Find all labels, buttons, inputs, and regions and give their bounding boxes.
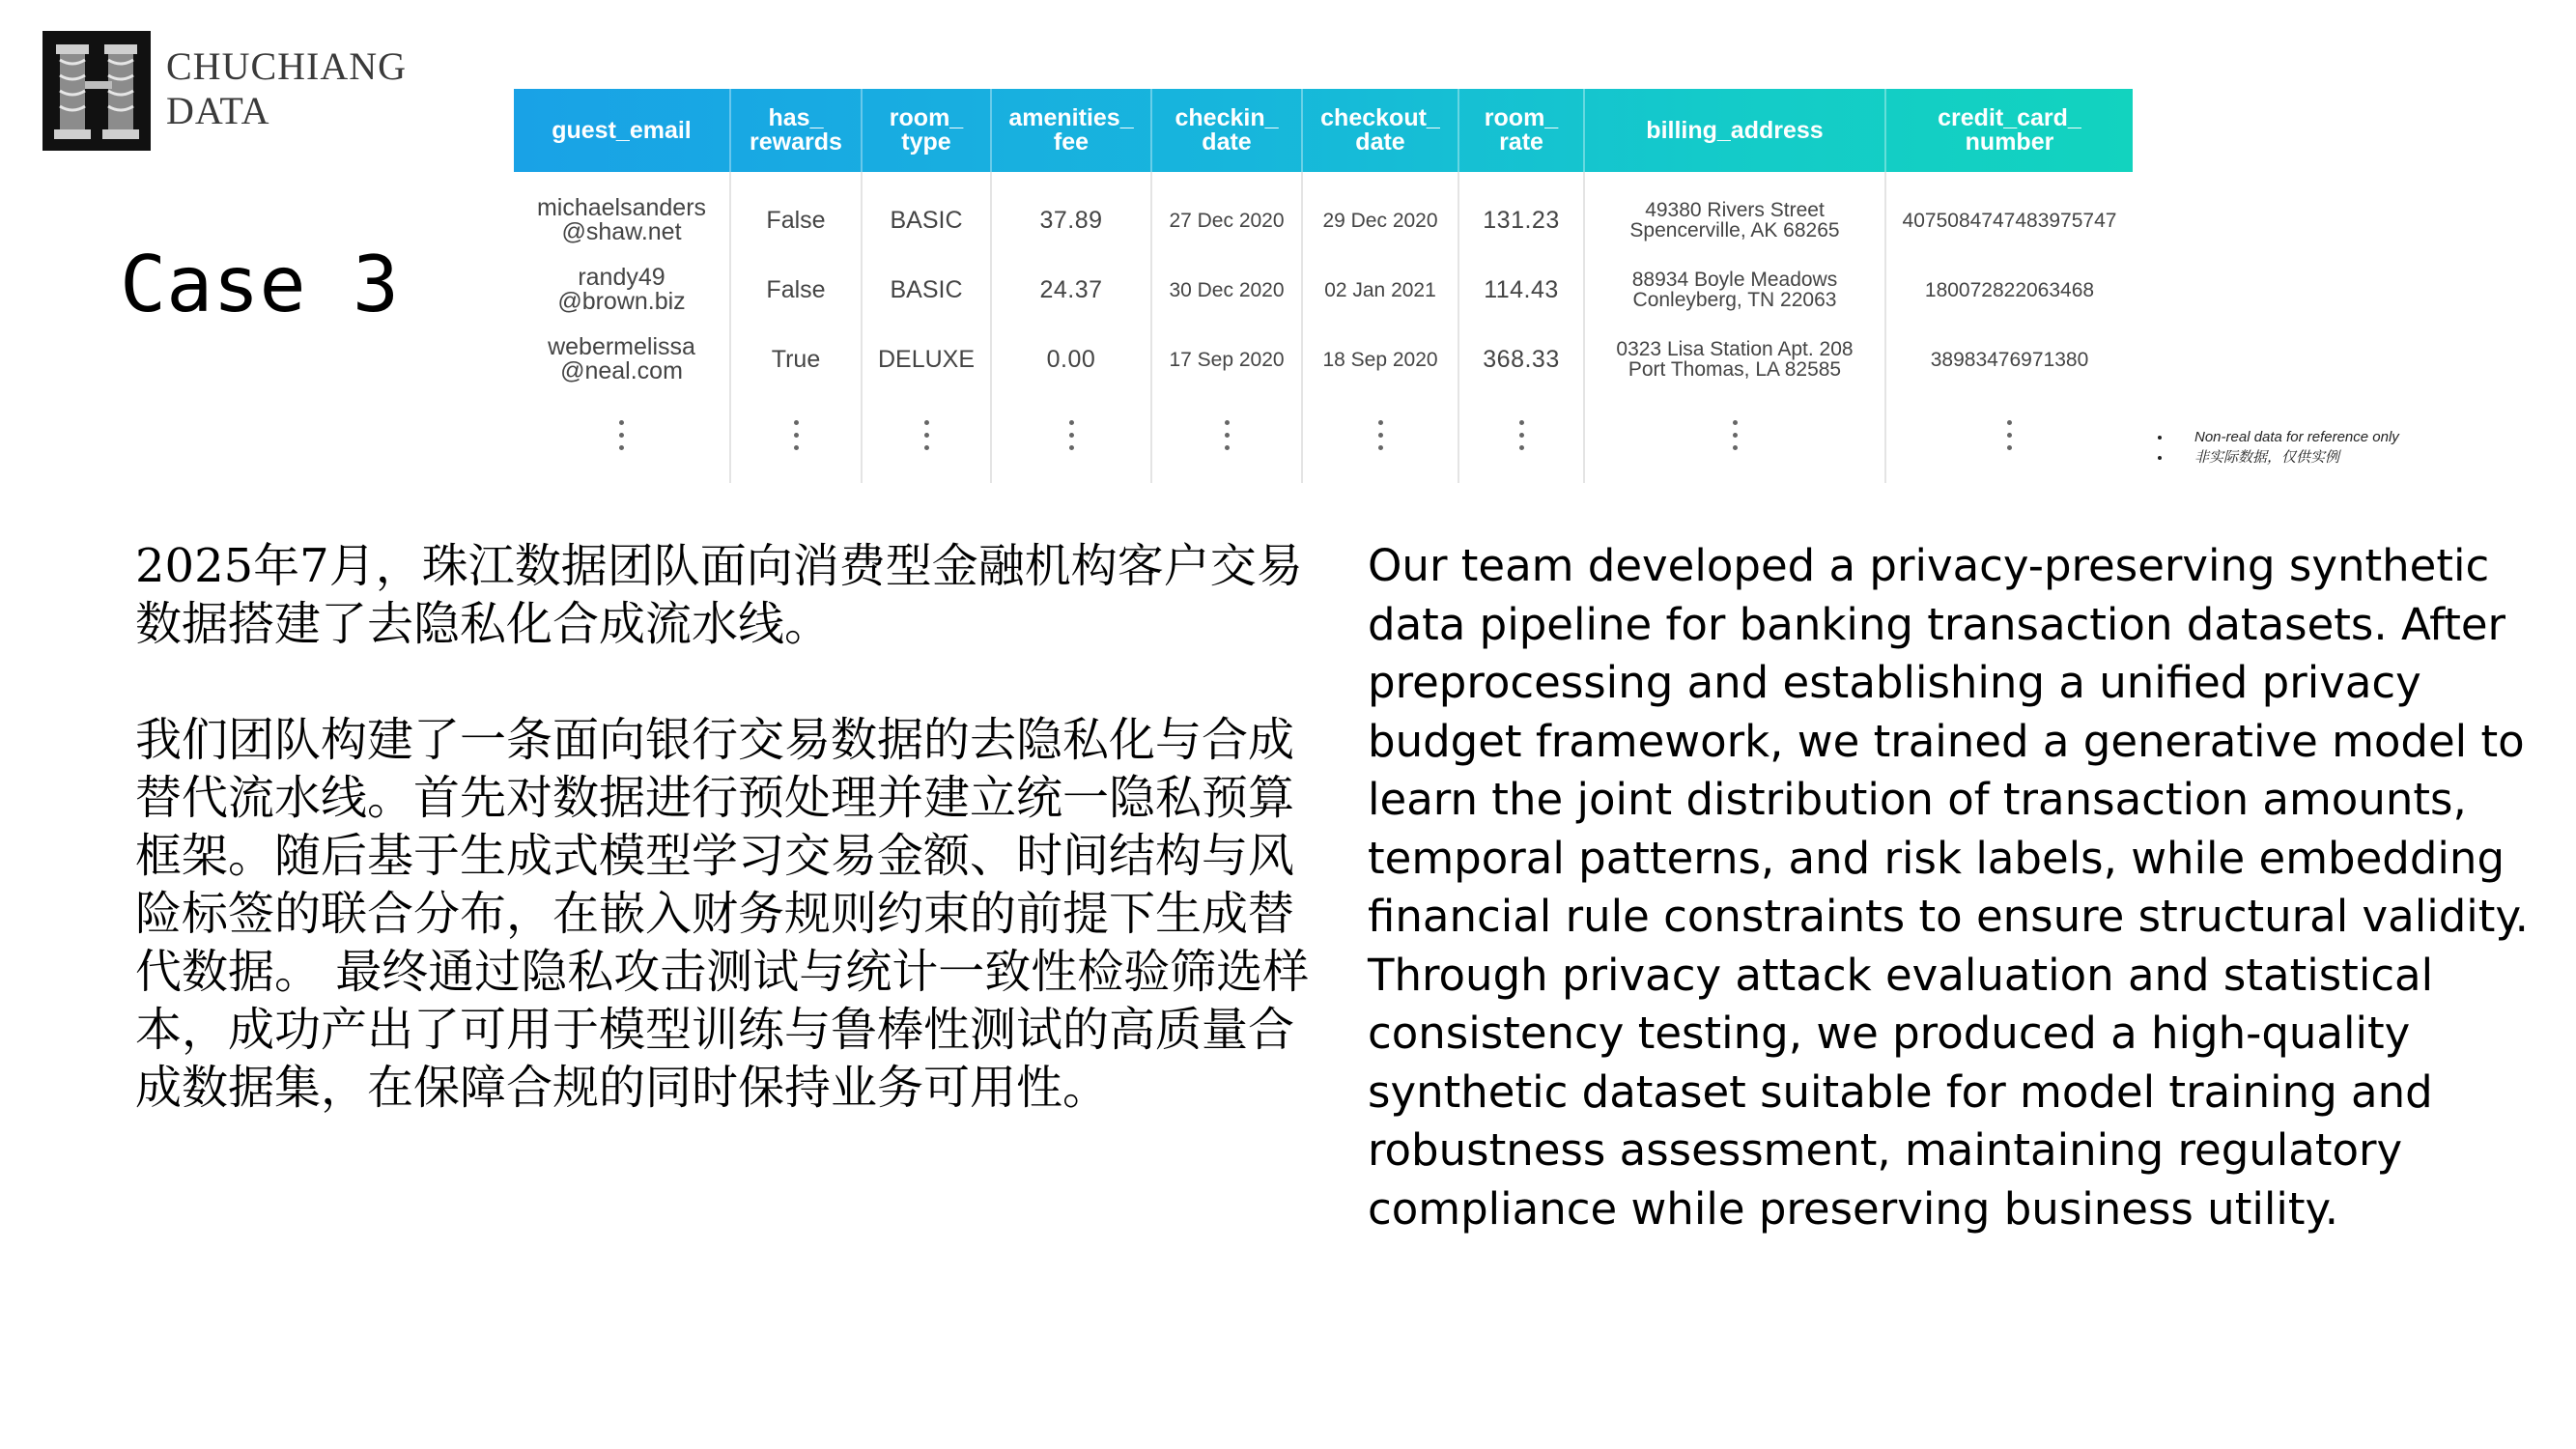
cell-room-type: BASIC [862, 255, 991, 325]
data-disclaimer-footnote [2156, 427, 2399, 468]
sample-data-table [514, 89, 2133, 471]
vertical-ellipsis-icon [514, 394, 730, 483]
table-row [514, 255, 2133, 325]
twin-columns-logo-icon [42, 31, 151, 151]
vertical-ellipsis-icon [1458, 394, 1584, 483]
brand-name [166, 44, 407, 133]
brand-line-1: CHUCHIANG [166, 44, 407, 88]
table-row [514, 325, 2133, 394]
cell-checkin-date: 17 Sep 2020 [1151, 325, 1302, 394]
table-header-row [514, 89, 2133, 172]
cell-checkin-date: 30 Dec 2020 [1151, 255, 1302, 325]
cell-amenities-fee: 24.37 [991, 255, 1151, 325]
vertical-ellipsis-icon [862, 394, 991, 483]
cell-guest-email: michaelsanders @shaw.net [514, 172, 730, 255]
chinese-paragraph-2: 我们团队构建了一条面向银行交易数据的去隐私化与合成替代流水线。首先对数据进行预处理并建立统一隐私预算框架。随后基于生成式模型学习交易金额、时间结构与风险标签的联合分布，在嵌入财务规则约束的前提下生成替代数据。 最终通过隐私攻击测试与统计一致性检验筛选样本，成功产出了可用于模型训练与鲁棒性测试的高质量合成数据集，在保障合规的同时保持业务可用性。 [135, 713, 1310, 1115]
cell-checkout-date: 02 Jan 2021 [1302, 255, 1458, 325]
table-ellipsis-row [514, 394, 2133, 483]
vertical-ellipsis-icon [730, 394, 862, 483]
brand-line-2: DATA [166, 89, 270, 132]
cell-credit-card-number: 180072822063468 [1924, 278, 2095, 301]
vertical-ellipsis-icon [1151, 394, 1302, 483]
vertical-ellipsis-icon [1302, 394, 1458, 483]
cell-billing-address: 88934 Boyle Meadows Conleyberg, TN 22063 [1584, 255, 1885, 325]
cell-checkout-date: 29 Dec 2020 [1302, 172, 1458, 255]
header-billing-address: billing_address [1584, 89, 1885, 172]
chinese-paragraph-1: 2025年7月，珠江数据团队面向消费型金融机构客户交易数据搭建了去隐私化合成流水线。 [135, 539, 1303, 651]
cell-amenities-fee: 0.00 [991, 325, 1151, 394]
english-description [1368, 537, 2546, 1238]
cell-room-rate: 368.33 [1458, 325, 1584, 394]
cell-guest-email: webermelissa @neal.com [514, 325, 730, 394]
header-checkin-date: checkin_ date [1151, 89, 1302, 172]
footnote-cn: 非实际数据，仅供实例 [2156, 447, 2399, 468]
header-amenities-fee: amenities_ fee [991, 89, 1151, 172]
cell-room-type: DELUXE [862, 325, 991, 394]
vertical-ellipsis-icon [1885, 394, 2133, 483]
header-room-type: room_ type [862, 89, 991, 172]
english-paragraph: Our team developed a privacy-preserving synthetic data pipeline for banking transaction datasets. After preprocessing and establishing a unified privacy budget framework, we trained a generative model to learn the joint distribution of transaction amounts, temporal patterns, and risk labels, while embedding financial rule constraints to ensure structural validity. Through privacy attack evaluation and statistical consistency testing, we produced a high-quality synthetic dataset suitable for model training and robustness assessment, maintaining regulatory compliance while preserving business utility. [1368, 540, 2529, 1235]
cell-credit-card-number: 38983476971380 [1930, 348, 2089, 371]
header-has-rewards: has_ rewards [730, 89, 862, 172]
cell-room-type: BASIC [862, 172, 991, 255]
cell-amenities-fee: 37.89 [991, 172, 1151, 255]
cell-room-rate: 114.43 [1458, 255, 1584, 325]
cell-has-rewards: False [730, 172, 862, 255]
cell-billing-address: 49380 Rivers Street Spencerville, AK 68265 [1584, 172, 1885, 255]
cell-credit-card-number: 4075084747483975747 [1902, 209, 2117, 232]
cell-room-rate: 131.23 [1458, 172, 1584, 255]
header-guest-email: guest_email [514, 89, 730, 172]
header-credit-card-number: credit_card_ number [1938, 104, 2081, 156]
cell-checkout-date: 18 Sep 2020 [1302, 325, 1458, 394]
footnote-en: Non-real data for reference only [2156, 427, 2399, 447]
chinese-description [135, 537, 1323, 1175]
cell-checkin-date: 27 Dec 2020 [1151, 172, 1302, 255]
vertical-ellipsis-icon [1584, 394, 1885, 483]
case-title: Case 3 [120, 240, 399, 329]
header-checkout-date: checkout_ date [1302, 89, 1458, 172]
cell-guest-email: randy49 @brown.biz [514, 255, 730, 325]
table-row [514, 172, 2133, 255]
cell-has-rewards: True [730, 325, 862, 394]
header-room-rate: room_ rate [1458, 89, 1584, 172]
cell-has-rewards: False [730, 255, 862, 325]
cell-billing-address: 0323 Lisa Station Apt. 208 Port Thomas, LA 82585 [1584, 325, 1885, 394]
vertical-ellipsis-icon [991, 394, 1151, 483]
